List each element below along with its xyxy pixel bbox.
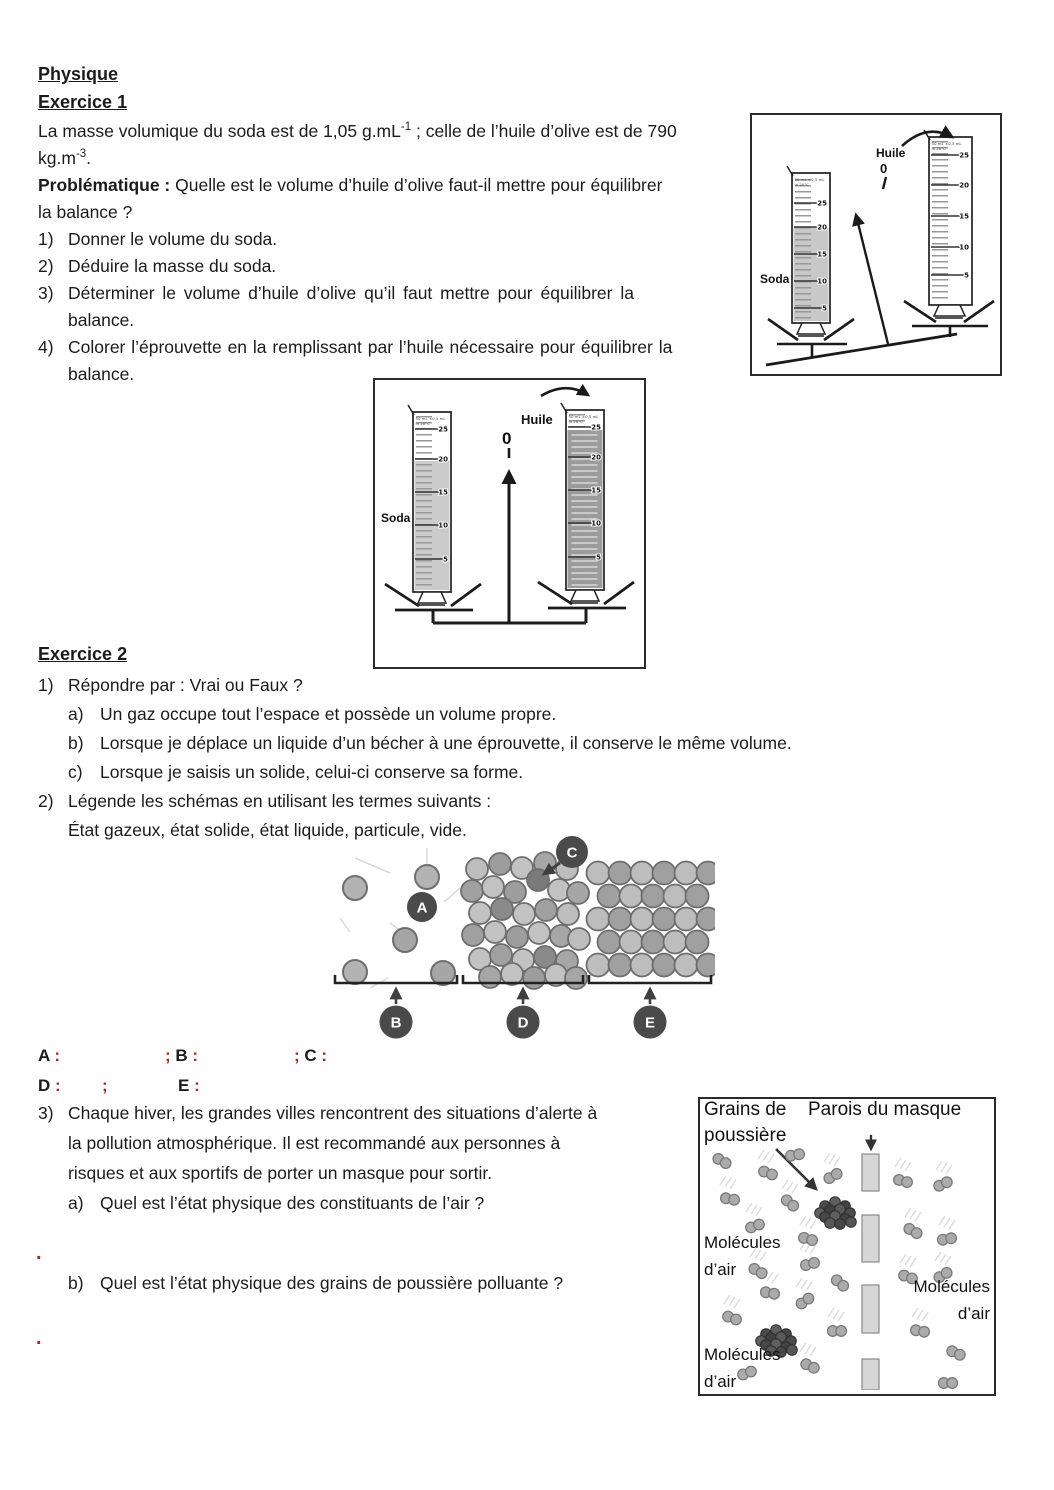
answer-d: D :	[38, 1076, 61, 1095]
molecules-left-line1: Molécules	[704, 1233, 781, 1252]
balance-needle	[856, 215, 888, 344]
dial-tick	[883, 177, 886, 189]
motion-streaks	[720, 1150, 955, 1356]
svg-text:15: 15	[959, 212, 969, 221]
huile-cylinder-foot	[934, 305, 965, 316]
ex2-q1c: c) Lorsque je saisis un solide, celui-ci conserve sa forme.	[68, 762, 524, 782]
huile-label: Huile	[876, 146, 906, 160]
problematique-label: Problématique :	[38, 175, 171, 195]
answer-line-de	[38, 1076, 538, 1100]
svg-text:D: D	[517, 1014, 529, 1032]
svg-text:E: E	[644, 1014, 656, 1032]
grains-label-line2: poussière	[704, 1125, 787, 1146]
svg-text:A: A	[416, 899, 428, 917]
mask-wall	[862, 1154, 879, 1390]
ex1-item-1: 1) Donner le volume du soda.	[38, 229, 278, 249]
answer-b: ; B :	[165, 1046, 199, 1065]
intro-text: La masse volumique du soda est de 1,05 g.mL	[38, 121, 401, 141]
pour-arrow-icon	[541, 388, 588, 396]
exercise2-heading: Exercice 2	[38, 644, 128, 664]
page-title: Physique	[38, 64, 119, 84]
ex1-problematique: Problématique : Quelle est le volume d’huile d’olive faut-il mettre pour équilibrer la balance ?	[38, 175, 663, 222]
svg-text:in 20°C: in 20°C	[931, 146, 946, 151]
label-D	[507, 989, 540, 1039]
exercise1-heading: Exercice 1	[38, 92, 128, 112]
label-A	[407, 892, 437, 922]
svg-text:5: 5	[822, 304, 827, 313]
ex1-item-4: 4) Colorer l’éprouvette en la remplissant par l’huile nécessaire pour équilibrer la balance.	[38, 337, 673, 384]
soda-cylinder	[787, 166, 830, 323]
answer-c: ; C :	[294, 1046, 328, 1065]
particle-states-diagram	[330, 828, 715, 1040]
parois-label: Parois du masque	[808, 1099, 962, 1120]
exercise1-block	[38, 118, 738, 388]
figure-balance-equilibrium	[373, 378, 646, 669]
superscript: -3	[75, 148, 87, 161]
label-E	[634, 989, 667, 1039]
ex2-q2: 2) Légende les schémas en utilisant les termes suivants :	[38, 791, 492, 811]
molecules-bottom-line2: d’air	[704, 1372, 737, 1391]
grains-label-line1: Grains de	[704, 1099, 787, 1120]
superscript: -1	[400, 121, 412, 134]
svg-text:15: 15	[817, 250, 827, 259]
svg-text:10: 10	[959, 243, 969, 252]
molecules-right-line1: Molécules	[913, 1277, 990, 1296]
molecules-left-line2: d’air	[704, 1260, 737, 1279]
svg-text:in 20°C: in 20°C	[794, 182, 809, 187]
huile-cylinder-empty	[924, 130, 972, 305]
svg-text:20: 20	[817, 223, 827, 232]
answer-dot-1: .	[36, 1242, 42, 1264]
svg-text:B: B	[390, 1014, 402, 1032]
svg-text:25: 25	[817, 199, 827, 208]
ex2-q1a: a) Un gaz occupe tout l’espace et possède un volume propre.	[68, 704, 557, 724]
figure-balance-tilted	[750, 113, 1002, 376]
answer-a: A :	[38, 1046, 61, 1065]
svg-text:50 mL ±0,5 mL: 50 mL ±0,5 mL	[794, 177, 825, 182]
answer-e: E :	[178, 1076, 200, 1095]
ex2-q1: 1) Répondre par : Vrai ou Faux ?	[38, 675, 303, 695]
zero-mark: 0	[502, 429, 512, 448]
ex2-q3b-row: b) Quel est l’état physique des grains de poussière polluante ?	[68, 1273, 564, 1293]
ex2-q1b: b) Lorsque je déplace un liquide d’un bécher à une éprouvette, il conserve le même volume.	[68, 733, 792, 753]
figure-mask	[698, 1097, 996, 1396]
ex1-item-3: 3) Déterminer le volume d’huile d’olive qu’il faut mettre pour équilibrer la balance.	[38, 283, 634, 330]
svg-text:20: 20	[959, 181, 969, 190]
soda-label: Soda	[381, 511, 411, 525]
ex1-item-2: 2) Déduire la masse du soda.	[38, 256, 277, 276]
ex2-q3a: a) Quel est l’état physique des constituants de l’air ?	[68, 1193, 485, 1213]
molecules-bottom-line1: Molécules	[704, 1345, 781, 1364]
label-B	[380, 989, 413, 1039]
ex1-intro: La masse volumique du soda est de 1,05 $g.mL^{-1}$ ; celle de l’huile d’olive est de 790 $kg.m^{-3}$.	[38, 121, 677, 168]
zero-mark: 0	[880, 161, 888, 176]
molecules-right-line2: d’air	[957, 1304, 990, 1323]
liquid-panel	[461, 852, 590, 989]
soda-cylinder-foot	[797, 323, 825, 334]
svg-text:50 mL ±0,5 mL: 50 mL ±0,5 mL	[931, 141, 962, 146]
ex2-q3: 3) Chaque hiver, les grandes villes rencontrent des situations d’alerte à la pollution atmosphérique. Il est recommandé aux personnes à risques et aux sportifs de porter un masque pour sortir.	[38, 1103, 598, 1183]
ex2-q2-terms: État gazeux, état solide, état liquide, particule, vide.	[68, 820, 467, 840]
dust-cluster-1	[815, 1197, 857, 1230]
answer-d-semi: ;	[102, 1076, 108, 1095]
solid-bracket	[589, 975, 711, 983]
answer-dot-2: .	[36, 1327, 42, 1349]
svg-text:5: 5	[964, 271, 969, 280]
huile-label: Huile	[521, 412, 553, 427]
svg-text:C: C	[566, 844, 578, 862]
solid-panel	[587, 862, 716, 977]
gas-panel	[340, 848, 460, 988]
ex2-q3-block	[38, 1098, 700, 1218]
answer-line-abc	[38, 1046, 538, 1070]
exercise2-block	[38, 671, 928, 845]
svg-text:25: 25	[959, 151, 969, 160]
svg-text:10: 10	[817, 277, 827, 286]
soda-label: Soda	[760, 272, 790, 286]
balance-equilibrium-drawing: 25 20 15 10 5 50 mL ±0,5 mL in 20°C 0 Huile Soda	[375, 380, 640, 663]
balance-tilted-drawing	[752, 115, 996, 370]
